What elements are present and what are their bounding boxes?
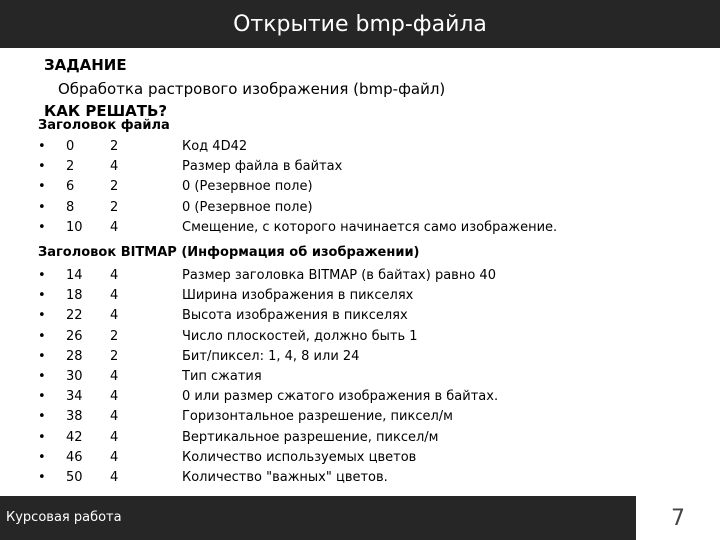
offset-value: 50 [66, 469, 83, 485]
bullet-icon: • [38, 139, 46, 154]
size-value: 2 [110, 179, 119, 195]
how-label: КАК РЕШАТЬ? [44, 102, 168, 120]
description-text: 0 (Резервное поле) [182, 179, 313, 195]
description-text: Высота изображения в пикселях [182, 308, 408, 324]
size-value: 4 [110, 268, 119, 283]
bitmap-header-heading: Заголовок BITMAP (Информация об изображении) [38, 245, 420, 260]
offset-value: 46 [66, 449, 83, 465]
size-value: 4 [110, 449, 119, 465]
offset-value: 6 [66, 179, 75, 195]
offset-value: 42 [66, 429, 83, 445]
offset-value: 26 [66, 328, 83, 344]
task-label: ЗАДАНИЕ [44, 56, 127, 74]
size-value: 4 [110, 409, 119, 425]
size-value: 4 [110, 429, 119, 445]
description-text: Ширина изображения в пикселях [182, 288, 414, 304]
offset-value: 34 [66, 389, 83, 405]
bullet-icon: • [38, 368, 46, 384]
description-text: Количество "важных" цветов. [182, 469, 388, 485]
bullet-icon: • [38, 328, 46, 344]
size-value: 4 [110, 159, 119, 175]
footer-course-label: Курсовая работа [6, 510, 122, 525]
description-text: Вертикальное разрешение, пиксел/м [182, 429, 439, 445]
offset-value: 38 [66, 409, 83, 425]
file-header-heading: Заголовок файла [38, 118, 170, 133]
description-text: Горизонтальное разрешение, пиксел/м [182, 409, 453, 425]
size-value: 2 [110, 328, 119, 344]
title-bar [0, 0, 720, 48]
offset-value: 28 [66, 348, 83, 364]
description-text: Число плоскостей, должно быть 1 [182, 328, 418, 344]
size-value: 4 [110, 219, 119, 235]
bullet-icon: • [38, 219, 46, 235]
bullet-icon: • [38, 389, 46, 405]
size-value: 4 [110, 368, 119, 384]
description-text: Бит/пиксел: 1, 4, 8 или 24 [182, 348, 360, 364]
bullet-icon: • [38, 308, 46, 324]
bullet-icon: • [38, 268, 46, 283]
description-text: 0 или размер сжатого изображения в байтах. [182, 389, 499, 405]
offset-value: 14 [66, 268, 83, 283]
bullet-icon: • [38, 159, 46, 175]
page-number: 7 [671, 505, 685, 531]
bullet-icon: • [38, 429, 46, 445]
bullet-icon: • [38, 288, 46, 304]
bullet-icon: • [38, 179, 46, 195]
description-text: Размер файла в байтах [182, 159, 343, 175]
slide-title: Открытие bmp-файла [233, 11, 487, 37]
offset-value: 2 [66, 159, 75, 175]
bullet-icon: • [38, 469, 46, 485]
offset-value: 22 [66, 308, 83, 324]
size-value: 2 [110, 348, 119, 364]
description-text: Смещение, с которого начинается само изображение. [182, 219, 558, 235]
bullet-icon: • [38, 348, 46, 364]
offset-value: 30 [66, 368, 83, 384]
description-text: Количество используемых цветов [182, 449, 417, 465]
offset-value: 18 [66, 288, 83, 304]
bullet-icon: • [38, 449, 46, 465]
task-description: Обработка растрового изображения (bmp-файл) [58, 80, 446, 98]
offset-value: 10 [66, 219, 83, 235]
description-text: Размер заголовка BITMAP (в байтах) равно 40 [182, 268, 496, 283]
size-value: 4 [110, 288, 119, 304]
description-text: Код 4D42 [182, 139, 248, 154]
bullet-icon: • [38, 409, 46, 425]
size-value: 2 [110, 139, 119, 154]
offset-value: 0 [66, 139, 75, 154]
size-value: 4 [110, 308, 119, 324]
size-value: 4 [110, 469, 119, 485]
description-text: 0 (Резервное поле) [182, 199, 313, 215]
size-value: 2 [110, 199, 119, 215]
description-text: Тип сжатия [182, 368, 262, 384]
footer-bar [0, 496, 636, 540]
offset-value: 8 [66, 199, 75, 215]
bullet-icon: • [38, 199, 46, 215]
size-value: 4 [110, 389, 119, 405]
